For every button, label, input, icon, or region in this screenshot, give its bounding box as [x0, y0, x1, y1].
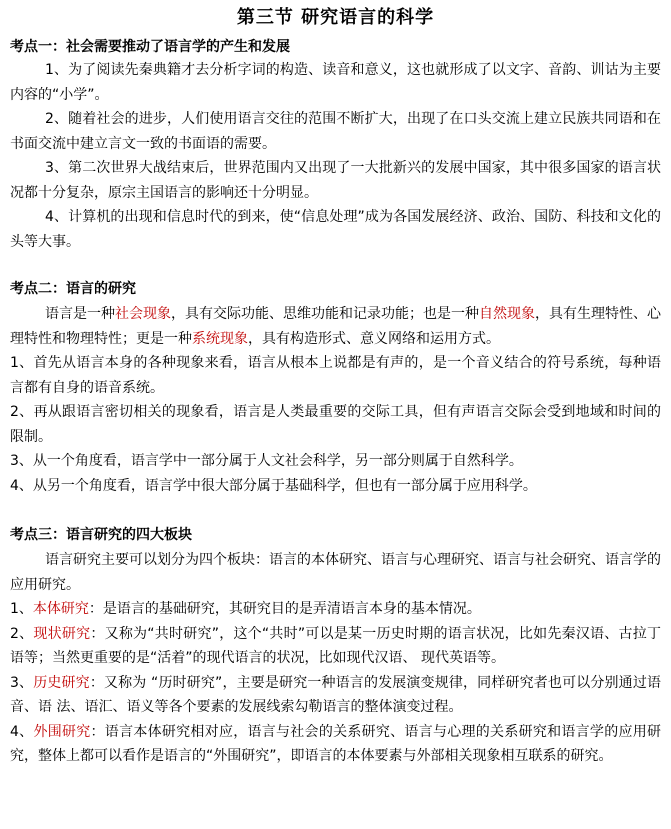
section-1-paragraph: 1、为了阅读先秦典籍才去分析字词的构造、读音和意义，这也就形成了以文字、音韵、训诂为主要 内容的“小学”。	[10, 62, 661, 103]
item-text: ：语言本体研究相对应，语言与社会的关系研究、语言与心理的关系研究和语言学的应用研究，整体上都可以看作是语言的“外围研究”，即语言的本体要素与外部相关现象相互联系的研究。	[10, 723, 661, 764]
term-social-phenomenon: 社会现象	[115, 306, 171, 322]
term-ontology-research: 本体研究	[32, 601, 89, 617]
section-2-item: 2、再从跟语言密切相关的现象看，语言是人类最重要的交际工具，但有声语言交际会受到地域和时间的限制。	[10, 404, 661, 445]
section-3-item	[10, 622, 661, 671]
term-system-phenomenon: 系统现象	[192, 330, 248, 347]
section-3-intro: 语言研究主要可以划分为四个板块：语言的本体研究、语言与心理研究、语言与社会研究、语言学的应用研究。	[10, 552, 661, 593]
section-3	[10, 524, 661, 769]
section-2-heading: 考点二：语言的研究	[10, 281, 136, 297]
section-2-item: 1、首先从语言本身的各种现象来看，语言从根本上说都是有声的，是一个音义结合的符号系统，每种语言都有自身的语音系统。	[10, 355, 661, 396]
section-2	[10, 278, 661, 498]
item-text: ：又称为 “历时研究”，主要是研究一种语言的发展演变规律，同样研究者也可以分别通过语音、语 法、语汇、语义等各个要素的发展线索勾勒语言的整体演变过程。	[10, 674, 661, 715]
page-title: 第三节 研究语言的科学	[236, 7, 435, 28]
section-1-paragraph: 4、计算机的出现和信息时代的到来，使“信息处理”成为各国发展经济、政治、国防、科技和文化的头等大事。	[10, 209, 661, 250]
item-number: 3、	[10, 674, 34, 691]
section-1-paragraph: 3、第二次世界大战结束后，世界范围内又出现了一大批新兴的发展中国家，其中很多国家的语言状况都十分复杂，原宗主国语言的影响还十分明显。	[10, 160, 661, 201]
item-number: 1、	[10, 601, 33, 617]
intro-text: ，具有交际功能、思维功能和记录功能；也是一种	[171, 306, 479, 322]
term-periphery-research: 外围研究	[33, 723, 91, 740]
section-2-intro	[10, 302, 661, 351]
section-spacer	[10, 254, 661, 278]
item-text: ：是语言的基础研究，其研究目的是弄清语言本身的基本情况。	[88, 601, 481, 617]
section-3-item	[10, 720, 661, 769]
section-3-item	[10, 597, 661, 622]
intro-text: ，具有构造形式、意义网络和运用方式。	[248, 330, 500, 347]
section-spacer	[10, 498, 661, 524]
section-2-item: 4、从另一个角度看，语言学中很大部分属于基础科学，但也有一部分属于应用科学。	[10, 477, 537, 494]
section-1-heading: 考点一：社会需要推动了语言学的产生和发展	[10, 39, 290, 55]
term-status-research: 现状研究	[33, 625, 91, 642]
intro-text: 语言是一种	[45, 306, 115, 322]
item-number: 4、	[10, 723, 34, 740]
section-1	[10, 36, 661, 254]
term-history-research: 历史研究	[33, 674, 90, 691]
section-2-item: 3、从一个角度看，语言学中一部分属于人文社会科学，另一部分则属于自然科学。	[10, 453, 523, 469]
item-text: ：又称为“共时研究”，这个“共时”可以是某一历史时期的语言状况，比如先秦汉语、古拉丁语等；当然更重要的是“活着”的现代语言的状况，比如现代汉语、 现代英语等。	[10, 625, 662, 666]
section-3-item	[10, 671, 661, 720]
section-3-heading: 考点三：语言研究的四大板块	[10, 527, 192, 543]
item-number: 2、	[10, 625, 34, 642]
section-1-paragraph: 2、随着社会的进步，人们使用语言交往的范围不断扩大，出现了在口头交流上建立民族共同语和在书面交流中建立言文一致的书面语的需要。	[10, 111, 661, 152]
term-natural-phenomenon: 自然现象	[479, 306, 535, 322]
intro-text: ，具有生理特性、心理特性和物理特性；更是一种	[10, 306, 661, 347]
